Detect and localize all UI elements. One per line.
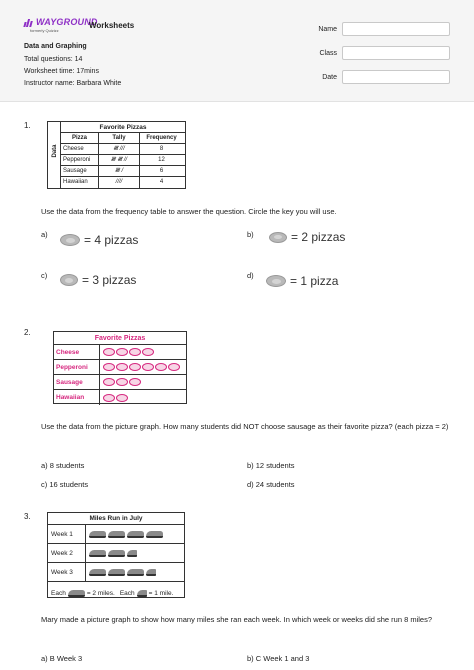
option-d-answer[interactable]: = 1 pizza xyxy=(266,274,338,288)
graph-title: Favorite Pizzas xyxy=(54,332,186,345)
table-title: Favorite Pizzas xyxy=(61,122,185,133)
shoe-icon xyxy=(127,569,144,576)
picture-graph xyxy=(53,331,187,404)
option-b[interactable]: b) 12 students xyxy=(247,461,295,470)
shoe-icon xyxy=(108,531,125,538)
option-d-letter: d) xyxy=(247,271,254,280)
table-row: Sausage 𝍸 / 6 xyxy=(61,166,185,177)
shoe-icon xyxy=(89,550,106,557)
graph-row: Week 2 xyxy=(48,544,184,563)
pizza-icon xyxy=(116,363,128,371)
pizza-icons xyxy=(100,375,141,389)
shoe-icon xyxy=(89,531,106,538)
wayground-logo xyxy=(24,17,98,27)
class-field[interactable] xyxy=(342,46,450,60)
table-row: Pepperoni 𝍸 𝍸 // 12 xyxy=(61,155,185,166)
shoe-icons xyxy=(86,544,137,562)
shoe-icon xyxy=(146,531,163,538)
name-field[interactable] xyxy=(342,22,450,36)
worksheet-header xyxy=(0,0,474,102)
question-1-number: 1. xyxy=(24,121,31,130)
pizza-icon xyxy=(142,348,154,356)
option-c-letter: c) xyxy=(41,271,48,280)
pizza-icon xyxy=(103,348,115,356)
miles-picture-graph xyxy=(47,512,185,598)
option-b-letter: b) xyxy=(247,230,254,239)
worksheet-title: Data and Graphing xyxy=(24,43,87,50)
instructor-name: Instructor name: Barbara White xyxy=(24,80,122,87)
logo-text: WAYGROUND xyxy=(36,17,98,27)
pizza-icon xyxy=(116,348,128,356)
pizza-icons xyxy=(100,345,154,359)
option-a[interactable]: a) B Week 3 xyxy=(41,654,83,663)
shoe-icon xyxy=(108,550,125,557)
graph-row: Week 1 xyxy=(48,525,184,544)
total-questions: Total questions: 14 xyxy=(24,56,83,63)
shoe-icon xyxy=(127,531,144,538)
option-c[interactable]: c) 16 students xyxy=(41,480,89,489)
question-2-number: 2. xyxy=(24,328,31,337)
pizza-icon xyxy=(103,363,115,371)
logo-icon xyxy=(24,18,34,27)
shoe-icons xyxy=(86,525,163,543)
option-a[interactable]: a) 8 students xyxy=(41,461,85,470)
pizza-icon xyxy=(129,363,141,371)
pizza-icon xyxy=(116,394,128,402)
pizza-icon xyxy=(60,234,80,246)
pizza-icon xyxy=(266,275,286,287)
option-d[interactable]: d) 24 students xyxy=(247,480,295,489)
graph-row: Week 3 xyxy=(48,563,184,582)
date-label: Date xyxy=(322,74,337,81)
option-a-letter: a) xyxy=(41,230,48,239)
date-field[interactable] xyxy=(342,70,450,84)
option-b[interactable]: b) C Week 1 and 3 xyxy=(247,654,310,663)
half-shoe-icon xyxy=(146,569,156,576)
graph-row: Pepperoni xyxy=(54,360,186,375)
pizza-icon xyxy=(129,348,141,356)
table-row: Cheese 𝍸 /// 8 xyxy=(61,144,185,155)
graph-row: Sausage xyxy=(54,375,186,390)
option-b-answer[interactable]: = 2 pizzas xyxy=(269,230,345,244)
table-header-row: Pizza Tally Frequency xyxy=(61,133,185,144)
pizza-icon xyxy=(103,394,115,402)
pizza-icons xyxy=(100,390,128,405)
option-a-answer[interactable]: = 4 pizzas xyxy=(60,233,138,247)
pizza-icons xyxy=(100,360,180,374)
question-3-prompt: Mary made a picture graph to show how many miles she ran each week. In which week or weeks did she run 8 miles? xyxy=(41,615,433,624)
graph-title: Miles Run in July xyxy=(48,513,184,525)
pizza-icon xyxy=(116,378,128,386)
pizza-icon xyxy=(269,232,287,243)
name-label: Name xyxy=(318,26,337,33)
worksheet-time: Worksheet time: 17mins xyxy=(24,68,99,75)
pizza-icon xyxy=(168,363,180,371)
shoe-icon xyxy=(108,569,125,576)
question-3-number: 3. xyxy=(24,512,31,521)
shoe-icon xyxy=(89,569,106,576)
question-1-prompt: Use the data from the frequency table to answer the question. Circle the key you will use. xyxy=(41,207,337,216)
half-shoe-icon xyxy=(137,590,147,597)
shoe-icons xyxy=(86,563,156,581)
pizza-icon xyxy=(142,363,154,371)
graph-key: Each = 2 miles. Each = 1 mile. xyxy=(51,589,174,597)
pizza-icon xyxy=(60,274,78,286)
logo-subtitle: formerly Quizizz xyxy=(30,28,59,33)
pizza-icon xyxy=(155,363,167,371)
graph-row: Cheese xyxy=(54,345,186,360)
pizza-icon xyxy=(103,378,115,386)
option-c-answer[interactable]: = 3 pizzas xyxy=(60,273,136,287)
shoe-icon xyxy=(68,590,85,597)
half-shoe-icon xyxy=(127,550,137,557)
graph-row: Hawaiian xyxy=(54,390,186,405)
table-row: Hawaiian //// 4 xyxy=(61,177,185,188)
worksheets-label: Worksheets xyxy=(89,21,135,30)
frequency-table xyxy=(47,121,186,189)
question-2-prompt: Use the data from the picture graph. How many students did NOT choose sausage as their favorite pizza? (each pizza = 2) xyxy=(41,422,449,431)
table-side-label: Data xyxy=(48,122,61,188)
class-label: Class xyxy=(319,50,337,57)
pizza-icon xyxy=(129,378,141,386)
